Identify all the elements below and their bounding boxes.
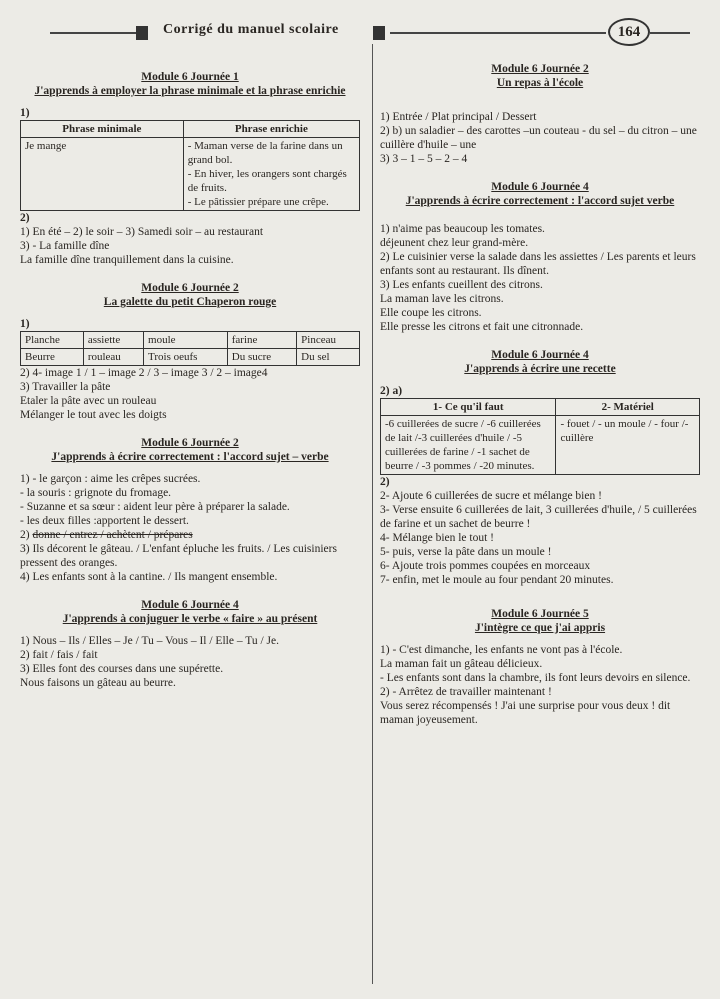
cell-line: - En hiver, les orangers sont chargés de fruits.: [187, 168, 347, 194]
table-cell: Du sucre: [227, 349, 296, 366]
ingredients-table: [20, 331, 360, 366]
section-title: Module 6 Journée 1: [141, 71, 239, 83]
table-cell: -6 cuillerées de sucre / -6 cuillerées de lait /-3 cuillerées d'huile / -5 cuillerées de farine / -1 sachet de beurre / -3 pommes / -20 minutes.: [381, 416, 556, 475]
question-number: 2): [380, 476, 390, 488]
answer-line: 3) Travailler la pâte: [20, 381, 111, 393]
table-cell: - fouet / - un moule / - four /- cuillère: [556, 416, 700, 475]
answer-line: 7- enfin, met le moule au four pendant 20 minutes.: [380, 574, 614, 586]
question-number: 1): [20, 318, 30, 330]
answer-line: 1) Entrée / Plat principal / Dessert: [380, 111, 537, 123]
table-header: 2- Matériel: [556, 399, 700, 416]
answer-line: 1) n'aime pas beaucoup les tomates.: [380, 223, 545, 235]
answer-line: 1) En été – 2) le soir – 3) Samedi soir – au restaurant: [20, 226, 264, 238]
section-subtitle: Un repas à l'école: [496, 77, 584, 89]
left-column: [20, 70, 360, 690]
answer-line: Elle coupe les citrons.: [380, 307, 482, 319]
column-divider: [372, 44, 373, 984]
answer-line: [20, 528, 360, 542]
table-cell: assiette: [83, 332, 143, 349]
answer-line: La maman lave les citrons.: [380, 293, 504, 305]
answer-line: 6- Ajoute trois pommes coupées en morceaux: [380, 560, 591, 572]
answer-line: - les deux filles :apportent le dessert.: [20, 515, 189, 527]
answer-line: Nous faisons un gâteau au beurre.: [20, 677, 176, 689]
section-subtitle: J'intègre ce que j'ai appris: [474, 622, 606, 634]
question-number: 2): [20, 529, 33, 541]
section-title: Module 6 Journée 2: [491, 63, 589, 75]
answer-line: 2) Le cuisinier verse la salade dans les assiettes / Les parents et leurs enfants sont au restaurant. Ils dînent.: [380, 251, 696, 277]
answer-line: 5- puis, verse la pâte dans un moule !: [380, 546, 552, 558]
answer-line: 1) - le garçon : aime les crêpes sucrées.: [20, 473, 201, 485]
answer-line: 1) Nous – Ils / Elles – Je / Tu – Vous – Il / Elle – Tu / Je.: [20, 635, 280, 647]
answer-line: Elle presse les citrons et fait une citronnade.: [380, 321, 584, 333]
table-header: Phrase minimale: [21, 121, 184, 138]
table-cell: Beurre: [21, 349, 84, 366]
header-title: Corrigé du manuel scolaire: [163, 22, 339, 37]
answer-line: 2) fait / fais / fait: [20, 649, 98, 661]
page-number: 164: [608, 18, 650, 46]
section-title: Module 6 Journée 4: [491, 349, 589, 361]
table-header: 1- Ce qu'il faut: [381, 399, 556, 416]
header-rule-right: [390, 32, 606, 34]
answer-line: Mélanger le tout avec les doigts: [20, 409, 167, 421]
answer-line: 1) - C'est dimanche, les enfants ne vont pas à l'école.: [380, 644, 623, 656]
section-subtitle: J'apprends à conjuguer le verbe « faire » au présent: [62, 613, 318, 625]
section-subtitle: J'apprends à écrire correctement : l'accord sujet – verbe: [51, 451, 329, 463]
table-cell: Pinceau: [297, 332, 360, 349]
page-header: [30, 14, 690, 48]
answer-line: 3- Verse ensuite 6 cuillerées de lait, 3 cuillerées d'huile, / 5 cuillerées de farine et un sachet de beurre !: [380, 504, 697, 530]
table-cell: [183, 138, 359, 211]
table-cell: moule: [144, 332, 228, 349]
section-title: Module 6 Journée 2: [141, 437, 239, 449]
answer-line: Vous serez récompensés ! J'ai une surprise pour vous deux ! dit maman joyeusement.: [380, 700, 671, 726]
cell-line: - Le pâtissier prépare une crêpe.: [187, 196, 329, 208]
answer-line: 2- Ajoute 6 cuillerées de sucre et mélange bien !: [380, 490, 602, 502]
section-title: Module 6 Journée 4: [141, 599, 239, 611]
section-subtitle: J'apprends à employer la phrase minimale et la phrase enrichie: [34, 85, 346, 97]
struck-answer: donne / entrez / achètent / prépares: [32, 529, 193, 541]
question-number: 1): [20, 107, 30, 119]
answer-line: 2) b) un saladier – des carottes –un couteau - du sel – du citron – une cuillère d'huile – une: [380, 125, 697, 151]
answer-line: - la souris : grignote du fromage.: [20, 487, 172, 499]
question-number: 2) a): [380, 385, 403, 397]
answer-line: 4) Les enfants sont à la cantine. / Ils mangent ensemble.: [20, 571, 278, 583]
header-square-icon: [373, 26, 385, 40]
answer-line: La maman fait un gâteau délicieux.: [380, 658, 543, 670]
answer-line: Etaler la pâte avec un rouleau: [20, 395, 157, 407]
section-subtitle: J'apprends à écrire correctement : l'accord sujet verbe: [405, 195, 675, 207]
phrase-table: [20, 120, 360, 211]
table-cell: rouleau: [83, 349, 143, 366]
answer-line: 3) Ils décorent le gâteau. / L'enfant épluche les fruits. / Les cuisiniers pressent des oranges.: [20, 543, 337, 569]
header-square-icon: [136, 26, 148, 40]
table-header: Phrase enrichie: [183, 121, 359, 138]
section-title: Module 6 Journée 2: [141, 282, 239, 294]
table-cell: Je mange: [21, 138, 184, 211]
answer-line: 2) 4- image 1 / 1 – image 2 / 3 – image 3 / 2 – image4: [20, 367, 268, 379]
answer-line: 3) 3 – 1 – 5 – 2 – 4: [380, 153, 468, 165]
section-subtitle: J'apprends à écrire une recette: [464, 363, 616, 375]
recipe-table: [380, 398, 700, 475]
section-subtitle: La galette du petit Chaperon rouge: [103, 296, 277, 308]
answer-line: 3) Les enfants cueillent des citrons.: [380, 279, 543, 291]
table-cell: Trois oeufs: [144, 349, 228, 366]
right-column: [380, 62, 700, 727]
answer-line: déjeunent chez leur grand-mère.: [380, 237, 529, 249]
answer-line: 3) - La famille dîne: [20, 240, 110, 252]
cell-line: - Maman verse de la farine dans un grand bol.: [187, 140, 343, 166]
question-number: 2): [20, 212, 30, 224]
table-cell: farine: [227, 332, 296, 349]
table-cell: Du sel: [297, 349, 360, 366]
section-title: Module 6 Journée 5: [491, 608, 589, 620]
answer-line: 3) Elles font des courses dans une supérette.: [20, 663, 224, 675]
answer-line: La famille dîne tranquillement dans la cuisine.: [20, 254, 234, 266]
answer-line: - Les enfants sont dans la chambre, ils font leurs devoirs en silence.: [380, 672, 691, 684]
answer-line: 2) - Arrêtez de travailler maintenant !: [380, 686, 552, 698]
table-cell: Planche: [21, 332, 84, 349]
answer-line: 4- Mélange bien le tout !: [380, 532, 495, 544]
header-rule-left: [50, 32, 136, 34]
header-rule-end: [650, 32, 690, 34]
section-title: Module 6 Journée 4: [491, 181, 589, 193]
answer-line: - Suzanne et sa sœur : aident leur père à préparer la salade.: [20, 501, 290, 513]
